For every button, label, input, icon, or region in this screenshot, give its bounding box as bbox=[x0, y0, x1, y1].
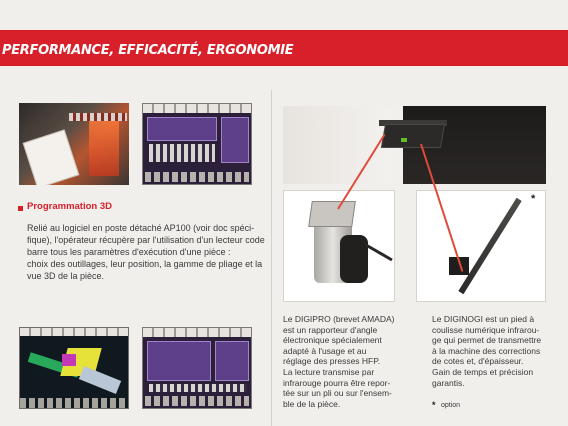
digipro-head bbox=[308, 201, 356, 227]
screen-button-row bbox=[145, 396, 249, 406]
screen-capture-parameters bbox=[142, 103, 252, 185]
screen-grid bbox=[149, 144, 215, 162]
screen-side-panel bbox=[215, 341, 249, 381]
digipro-paragraph bbox=[283, 314, 408, 414]
paragraph-line: à la machine des corrections bbox=[432, 345, 541, 356]
banner-title: PERFORMANCE, EFFICACITÉ, ERGONOMIE bbox=[2, 43, 294, 58]
photo-operator-barcode bbox=[19, 103, 129, 185]
digipro-cable bbox=[365, 244, 392, 262]
digipro-handle bbox=[340, 235, 368, 283]
screen-panel bbox=[147, 341, 211, 381]
option-asterisk: * bbox=[531, 193, 536, 205]
paragraph-line: La lecture transmise par bbox=[283, 366, 375, 377]
programmation-paragraph bbox=[27, 222, 265, 282]
paragraph-line: Le DIGIPRO (brevet AMADA) bbox=[283, 314, 395, 324]
paragraph-line: ble de la pièce. bbox=[283, 398, 341, 409]
caliper-rule bbox=[458, 198, 521, 294]
paragraph-line: choix des outillages, leur position, la gamme de pliage et la bbox=[27, 259, 263, 269]
screen-panel bbox=[147, 117, 217, 141]
paragraph-line: ge qui permet de transmettre bbox=[432, 335, 542, 346]
option-label: option bbox=[441, 402, 461, 409]
section-heading: Programmation 3D bbox=[27, 201, 112, 212]
press-brake-strip bbox=[69, 113, 127, 121]
machine-light bbox=[89, 121, 119, 176]
receiver-box bbox=[381, 124, 445, 148]
photo-infrared-receiver bbox=[283, 106, 546, 184]
paragraph-line: est un rapporteur d'angle bbox=[283, 324, 378, 335]
heading-bullet bbox=[18, 206, 23, 211]
screen-button-row bbox=[20, 398, 128, 409]
paragraph-line: infrarouge pourra être repor- bbox=[283, 377, 391, 388]
screen-3d-view bbox=[19, 327, 129, 409]
paragraph-line: Relié au logiciel en poste détaché AP100 (voir doc spéci- bbox=[27, 223, 255, 233]
diginogi-paragraph bbox=[432, 314, 550, 394]
option-asterisk: * bbox=[432, 400, 436, 410]
screen-toolbar bbox=[143, 104, 251, 113]
magenta-tool-shape bbox=[62, 354, 76, 366]
blue-part-shape bbox=[79, 366, 121, 394]
paragraph-line: garantis. bbox=[432, 377, 465, 388]
receiver-led bbox=[401, 138, 407, 142]
paragraph-line: barre tous les paramètres d'exécution d'une pièce : bbox=[27, 247, 231, 257]
screen-grid bbox=[149, 384, 247, 392]
screen-side-panel bbox=[221, 117, 249, 163]
screen-toolbar bbox=[143, 328, 251, 337]
paragraph-line: coulisse numérique infrarou- bbox=[432, 324, 540, 335]
screen-capture-tooling bbox=[142, 327, 252, 409]
paper-sheet bbox=[23, 129, 80, 185]
paragraph-line: réglage des presses HFP. bbox=[283, 356, 381, 367]
screen-button-row bbox=[145, 172, 249, 182]
paragraph-line: adapté à l'usage et au bbox=[283, 345, 367, 356]
paragraph-line: vue 3D de la pièce. bbox=[27, 271, 105, 281]
paragraph-line: Gain de temps et précision bbox=[432, 366, 534, 377]
screen-toolbar bbox=[20, 328, 128, 336]
photo-diginogi bbox=[416, 190, 546, 302]
paragraph-line: tée sur un pli ou sur l'ensem- bbox=[283, 388, 392, 399]
paragraph-line: de cotes et, d'épaisseur. bbox=[432, 356, 524, 367]
paragraph-line: fique), l'opérateur récupère par l'utilisation d'un lecteur code bbox=[27, 235, 265, 245]
paragraph-line: électronique spécialement bbox=[283, 335, 382, 346]
paragraph-line: Le DIGINOGI est un pied à bbox=[432, 314, 535, 324]
column-divider bbox=[271, 90, 272, 426]
